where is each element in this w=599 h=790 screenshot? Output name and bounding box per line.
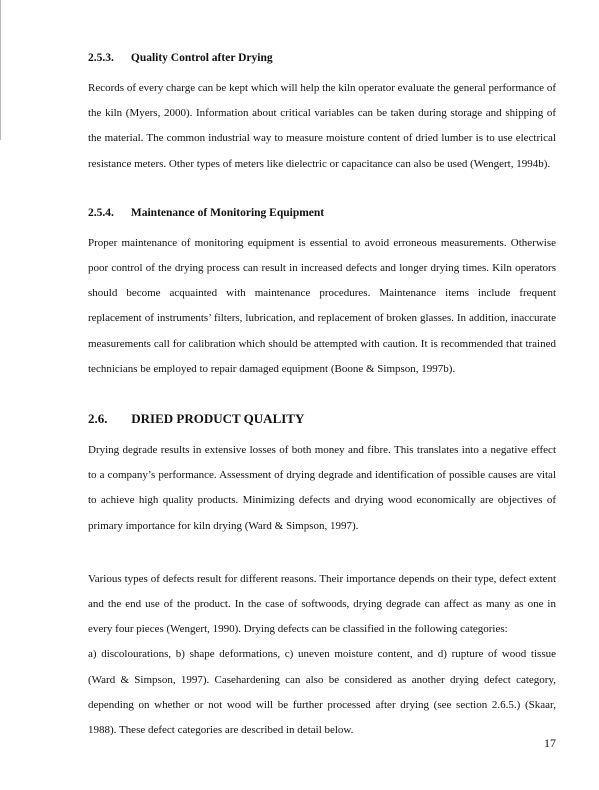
scan-edge-line bbox=[0, 0, 1, 140]
section-2-6-paragraph-1: Drying degrade results in extensive losses of both money and fibre. This translates into a negative effect to a company’s performance. Assessment of drying degrade and identification of possible causes are vital to achieve high quality products. Minimizing defects and drying wood economically are objectives of primary importance for kiln drying (Ward & Simpson, 1997). bbox=[88, 444, 556, 532]
section-title: Maintenance of Monitoring Equipment bbox=[130, 206, 325, 219]
section-number: 2.5.3. bbox=[88, 52, 114, 64]
section-number: 2.6. bbox=[88, 411, 108, 427]
section-2-5-4-heading bbox=[88, 205, 556, 221]
section-2-6-paragraph-3: a) discolourations, b) shape deformations, c) uneven moisture content, and d) rupture of wood tissue (Ward & Simpson, 1997). Casehardening can also be considered as another drying defect category, depending on whether or not wood will be further processed after drying (see section 2.6.5.) (Skaar, 1988). These defect categories are described in detail below. bbox=[88, 648, 556, 737]
section-2-6-heading bbox=[88, 410, 556, 428]
section-2-5-3-heading bbox=[88, 50, 556, 66]
section-title: DRIED PRODUCT QUALITY bbox=[131, 411, 305, 427]
section-2-6-paragraph-2: Various types of defects result for different reasons. Their importance depends on their type, defect extent and the end use of the product. In the case of softwoods, drying degrade can affect as many as one in every four pieces (Wengert, 1990). Drying defects can be classified in the following categories: bbox=[88, 572, 556, 636]
page-content bbox=[88, 50, 556, 743]
section-2-5-4-paragraph: Proper maintenance of monitoring equipment is essential to avoid erroneous measurements. Otherwise poor control of the drying process can result in increased defects and longer drying times. Kiln operators should become acquainted with maintenance procedures. Maintenance items include frequent replacement of instruments’ filters, lubrication, and replacement of broken glasses. In addition, inaccurate measurements call for calibration which should be attempted with caution. It is recommended that trained technicians be employed to repair damaged equipment (Boone & Simpson, 1997b). bbox=[88, 236, 556, 375]
page-number: 17 bbox=[544, 736, 556, 750]
section-2-5-3-paragraph: Records of every charge can be kept which will help the kiln operator evaluate the general performance of the kiln (Myers, 2000). Information about critical variables can be taken during storage and shipping of the material. The common industrial way to measure moisture content of dried lumber is to use electrical resistance meters. Other types of meters like dielectric or capacitance can also be used (Wengert, 1994b). bbox=[88, 82, 556, 170]
section-number: 2.5.4. bbox=[88, 206, 114, 219]
section-title: Quality Control after Drying bbox=[130, 52, 273, 64]
